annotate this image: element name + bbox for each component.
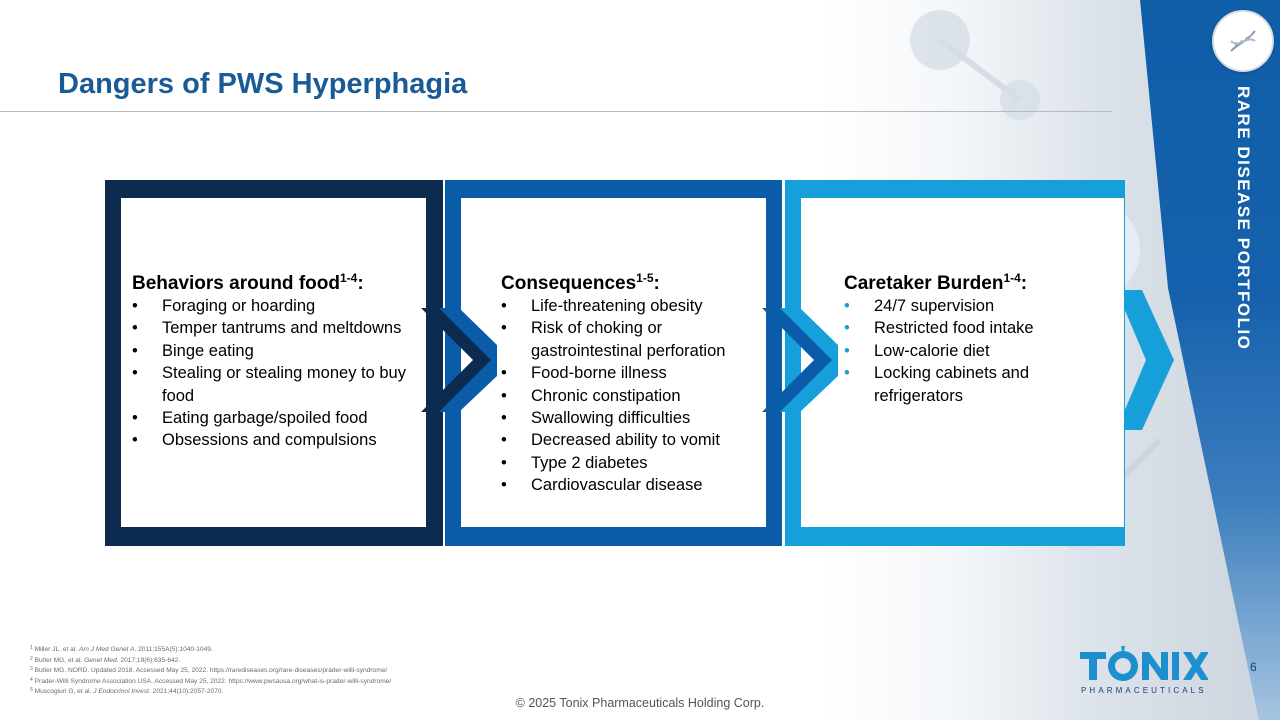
list-item: • Obsessions and compulsions xyxy=(132,431,377,450)
chevron-arrow-end-icon xyxy=(1124,180,1180,546)
reference-item: $^5$ Muscogiuri G, et al. J Endocrinol Invest. 2021;44(10):2057-2070. xyxy=(30,687,224,696)
caretaker-heading: Caretaker Burden$^{1-4}$: xyxy=(844,271,1028,294)
list-item: • Restricted food intake xyxy=(844,319,1034,338)
list-item: • Type 2 diabetes xyxy=(501,453,648,472)
reference-item: $^1$ Miller JL, et al. Am J Med Genet A. 2011;155A(5):1040-1049. xyxy=(30,645,213,653)
reference-item: $^2$ Butler MG, et al. Genet Med. 2017;19(6):635-642. xyxy=(30,655,181,664)
list-item: • Swallowing difficulties xyxy=(501,409,691,428)
copyright: © 2025 Tonix Pharmaceuticals Holding Corp. xyxy=(515,696,765,710)
chevron-arrow-2-icon xyxy=(760,180,840,546)
tonix-logo xyxy=(1078,646,1208,696)
consequences-heading: Consequences$^{1-5}$: xyxy=(501,271,660,294)
list-item: • Risk of choking or gastrointestinal perforation xyxy=(501,319,726,360)
behaviors-list xyxy=(132,295,442,452)
list-item: • Decreased ability to vomit xyxy=(501,431,720,450)
list-item: • Locking cabinets and refrigerators xyxy=(844,364,1030,405)
title-divider xyxy=(0,111,1112,112)
behaviors-heading: Behaviors around food$^{1-4}$: xyxy=(132,271,364,294)
svg-text:PHARMACEUTICALS: PHARMACEUTICALS xyxy=(1081,686,1207,695)
list-item: • Food-borne illness xyxy=(501,364,667,383)
consequences-text xyxy=(501,272,761,497)
list-item: • Low-calorie diet xyxy=(844,341,990,360)
consequences-list xyxy=(501,295,761,497)
list-item: • Stealing or stealing money to buy food xyxy=(132,364,406,405)
page-title: Dangers of PWS Hyperphagia xyxy=(58,68,468,100)
side-label: RARE DISEASE PORTFOLIO xyxy=(1234,86,1253,351)
list-item: • Chronic constipation xyxy=(501,386,681,405)
caretaker-text xyxy=(844,272,1094,407)
list-item: • Eating garbage/spoiled food xyxy=(132,409,368,428)
list-item: • Cardiovascular disease xyxy=(501,476,703,495)
list-item: • Binge eating xyxy=(132,341,254,360)
dna-logo-icon xyxy=(1212,10,1274,72)
reference-item: $^4$ Prader-Willi Syndrome Association USA. Accessed May 25, 2022. https://www.pwsausa.org/what-is-prader-willi-syndrome/ xyxy=(30,676,392,685)
list-item: • Temper tantrums and meltdowns xyxy=(132,319,402,338)
list-item: • Life-threatening obesity xyxy=(501,297,703,315)
behaviors-text xyxy=(132,272,442,452)
svg-text:TONIX: TONIX xyxy=(1078,646,1082,647)
page-number: 6 xyxy=(1250,660,1257,674)
references xyxy=(30,644,391,697)
caretaker-list xyxy=(844,295,1094,407)
list-item: • Foraging or hoarding xyxy=(132,297,316,315)
reference-item: $^3$ Butler MG. NORD. Updated 2018. Accessed May 25, 2022. https://rarediseases.org/rare-diseases/prader-willi-syndrome/ xyxy=(30,666,388,675)
list-item: • 24/7 supervision xyxy=(844,297,995,315)
